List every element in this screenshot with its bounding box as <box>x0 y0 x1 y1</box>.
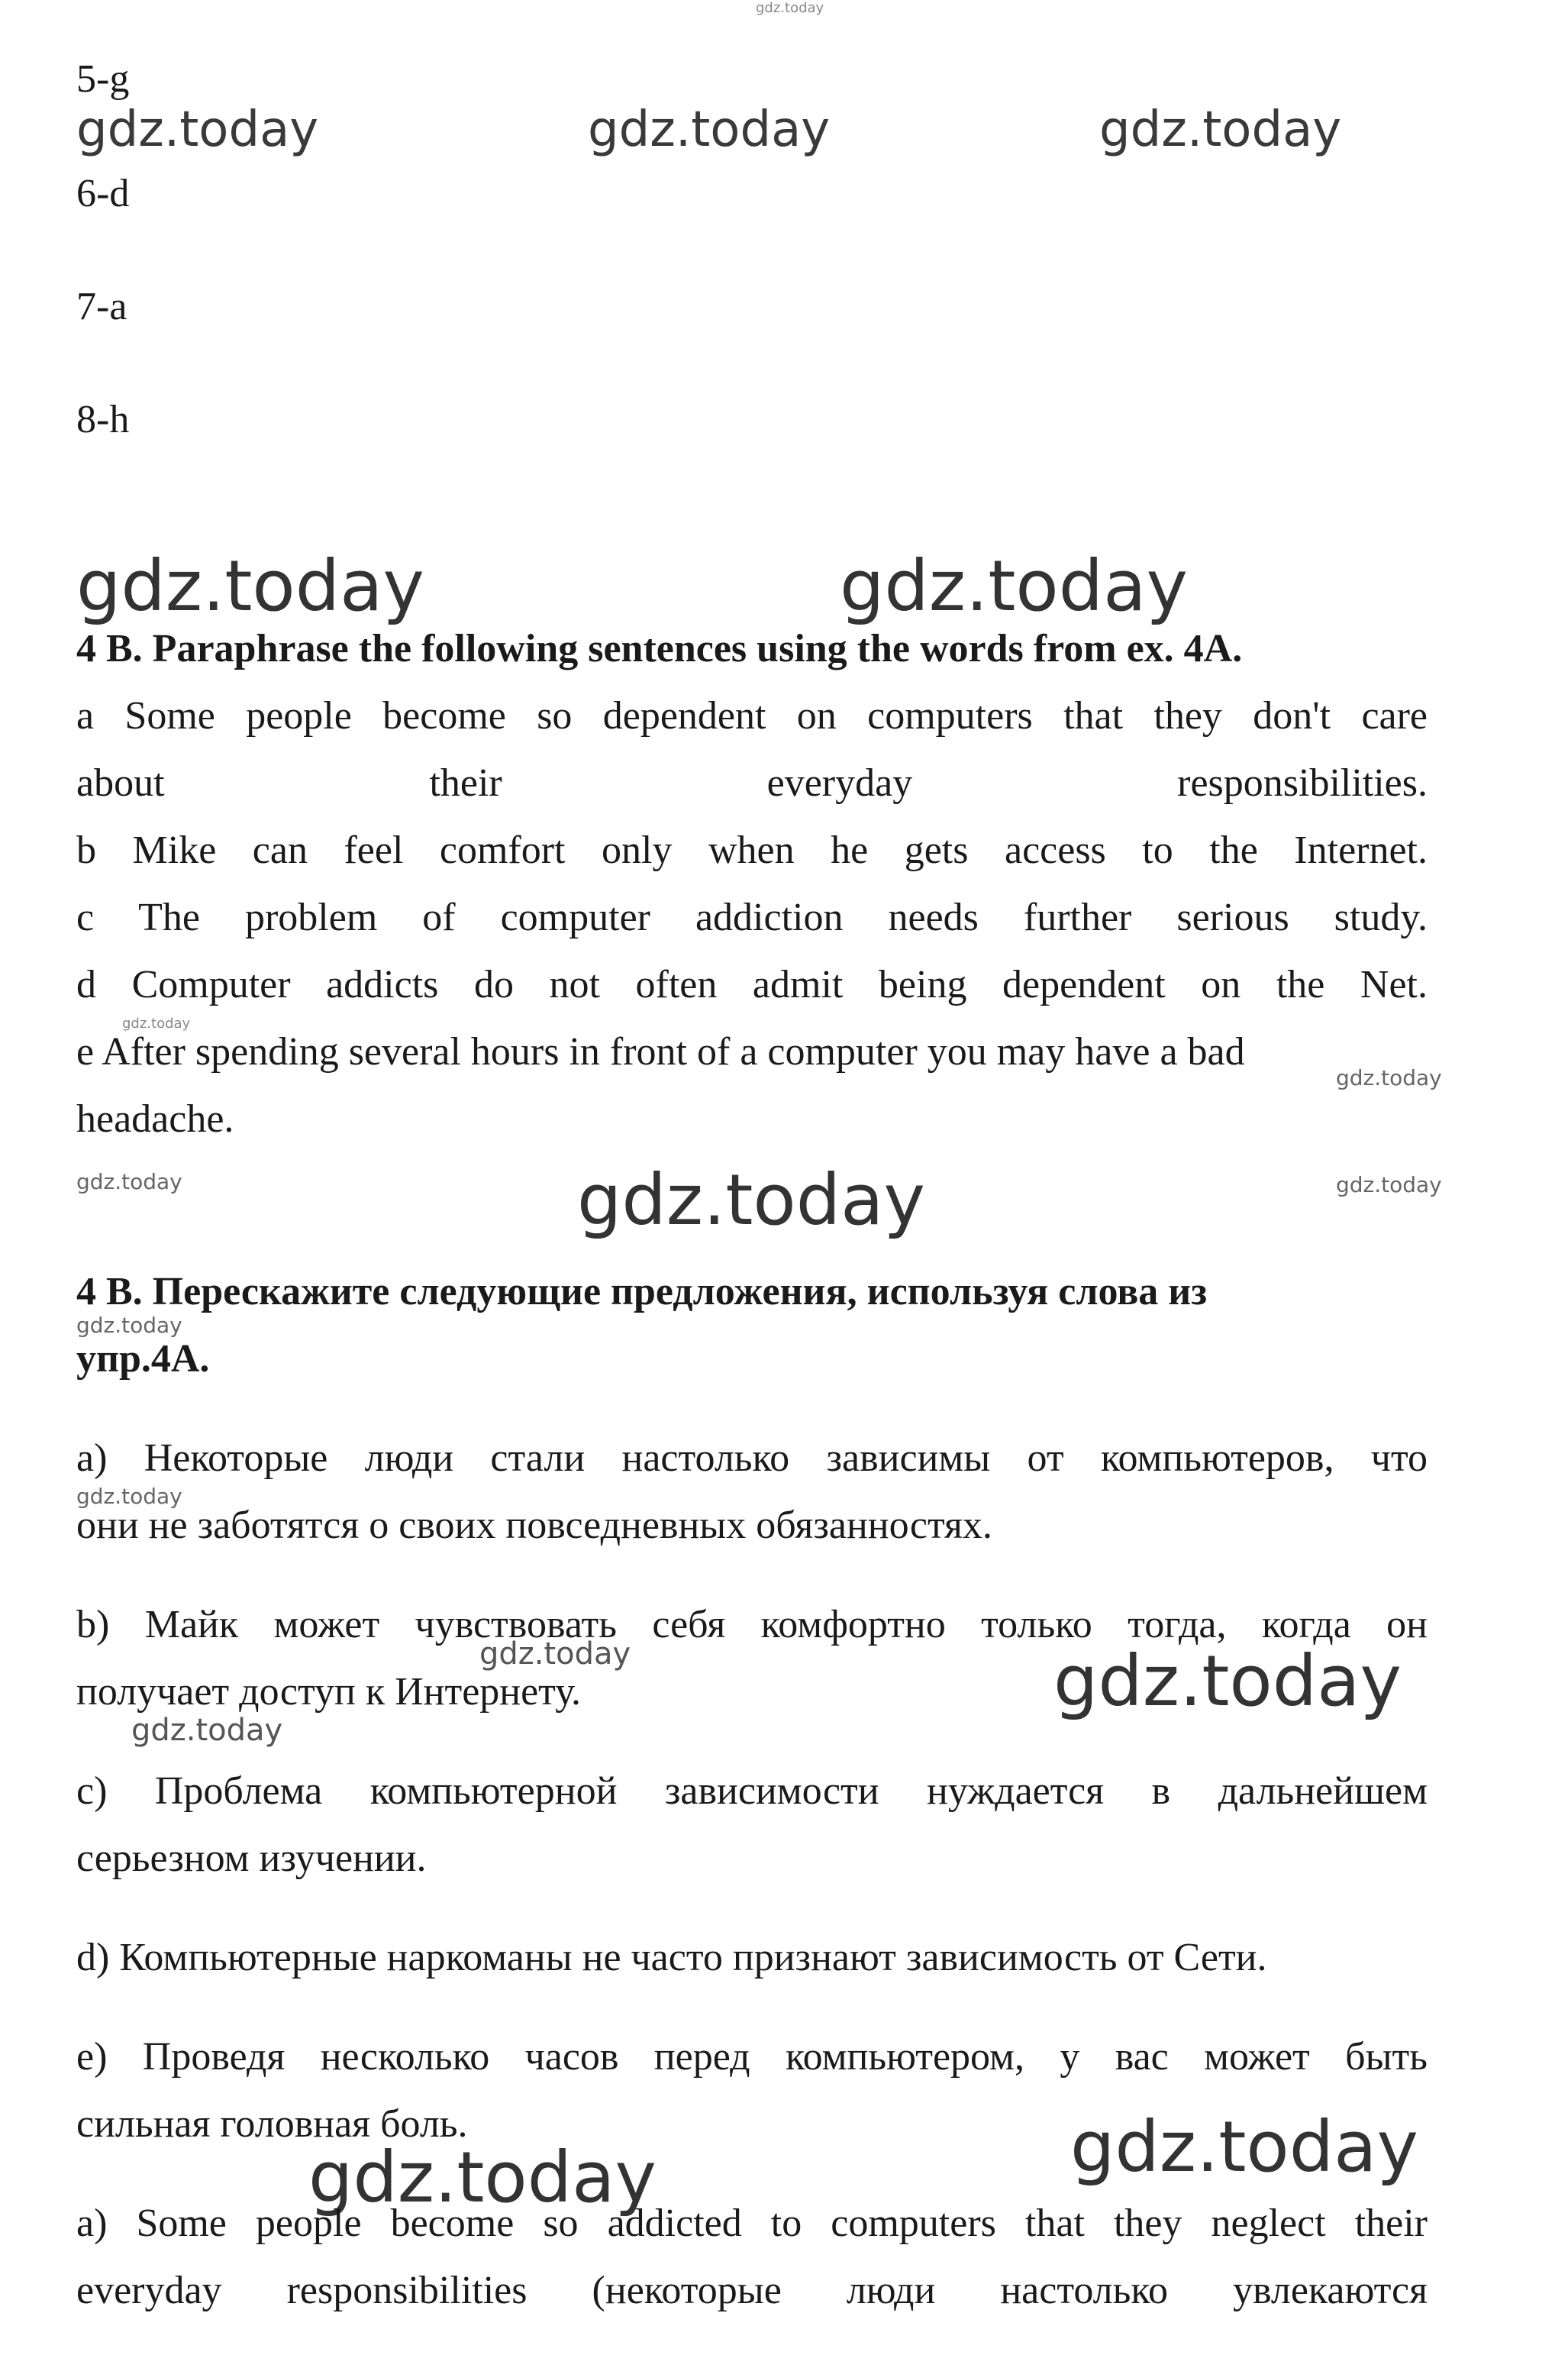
watermark-small-5: gdz.today <box>76 1313 182 1338</box>
watermark-row1-middle: gdz.today <box>588 102 831 158</box>
answer-5: 5-g <box>76 57 130 101</box>
english-line-d: d Computer addicts do not often admit being dependent on the Net. <box>76 963 1428 1006</box>
russian-e-line2: сильная головная боль. <box>76 2102 468 2146</box>
english-line-e-cont: headache. <box>76 1097 234 1141</box>
answer-a-line2: everyday responsibilities (некоторые люди настолько увлекаются <box>76 2269 1428 2312</box>
watermark-small-3: gdz.today <box>76 1169 182 1194</box>
answer-8: 8-h <box>76 398 130 441</box>
answer-a-line1: a) Some people become so addicted to computers that they neglect their <box>76 2202 1428 2245</box>
russian-e-line1: e) Проведя несколько часов перед компьютером, у вас может быть <box>76 2035 1428 2079</box>
russian-b-line2: получает доступ к Интернету. <box>76 1670 582 1714</box>
english-line-c: c The problem of computer addiction needs further serious study. <box>76 896 1428 939</box>
watermark-medium-2: gdz.today <box>131 1713 283 1748</box>
watermark-large-left: gdz.today <box>76 545 424 627</box>
russian-heading-line2: упр.4А. <box>76 1337 210 1381</box>
watermark-small-4: gdz.today <box>1336 1172 1442 1197</box>
answer-7: 7-a <box>76 285 127 328</box>
russian-a-line2: они не заботятся о своих повседневных обязанностях. <box>76 1504 992 1547</box>
watermark-large-center: gdz.today <box>577 1159 925 1241</box>
watermark-small-6: gdz.today <box>76 1484 182 1509</box>
watermark-large-bottom-left: gdz.today <box>308 2137 657 2218</box>
russian-a-line1: а) Некоторые люди стали настолько зависимы от компьютеров, что <box>76 1436 1428 1480</box>
russian-d-line1: d) Компьютерные наркоманы не часто признают зависимость от Сети. <box>76 1936 1267 1979</box>
watermark-large-bottom-right: gdz.today <box>1070 2106 1418 2188</box>
english-line-e: e After spending several hours in front of a computer you may have a bad <box>76 1030 1245 1074</box>
english-line-b: b Mike can feel comfort only when he gets access to the Internet. <box>76 829 1428 872</box>
watermark-large-right: gdz.today <box>840 545 1188 627</box>
answer-6: 6-d <box>76 172 130 215</box>
russian-b-line1: b) Майк может чувствовать себя комфортно только тогда, когда он <box>76 1603 1428 1646</box>
watermark-small-2: gdz.today <box>1336 1065 1442 1090</box>
english-line-a: a Some people become so dependent on computers that they don't care <box>76 694 1428 738</box>
russian-heading-line1: 4 B. Перескажите следующие предложения, используя слова из <box>76 1270 1208 1313</box>
russian-c-line1: c) Проблема компьютерной зависимости нуждается в дальнейшем <box>76 1769 1428 1813</box>
watermark-row1-right: gdz.today <box>1099 102 1342 158</box>
watermark-small-1: gdz.today <box>122 1016 191 1032</box>
watermark-large-right-2: gdz.today <box>1053 1640 1402 1722</box>
watermark-row1-left: gdz.today <box>76 102 319 158</box>
russian-c-line2: серьезном изучении. <box>76 1837 427 1880</box>
english-line-a-cont: about their everyday responsibilities. <box>76 761 1428 805</box>
watermark-medium-1: gdz.today <box>479 1636 631 1672</box>
watermark-top-tiny: gdz.today <box>756 0 824 16</box>
english-heading: 4 B. Paraphrase the following sentences using the words from ex. 4A. <box>76 627 1243 670</box>
